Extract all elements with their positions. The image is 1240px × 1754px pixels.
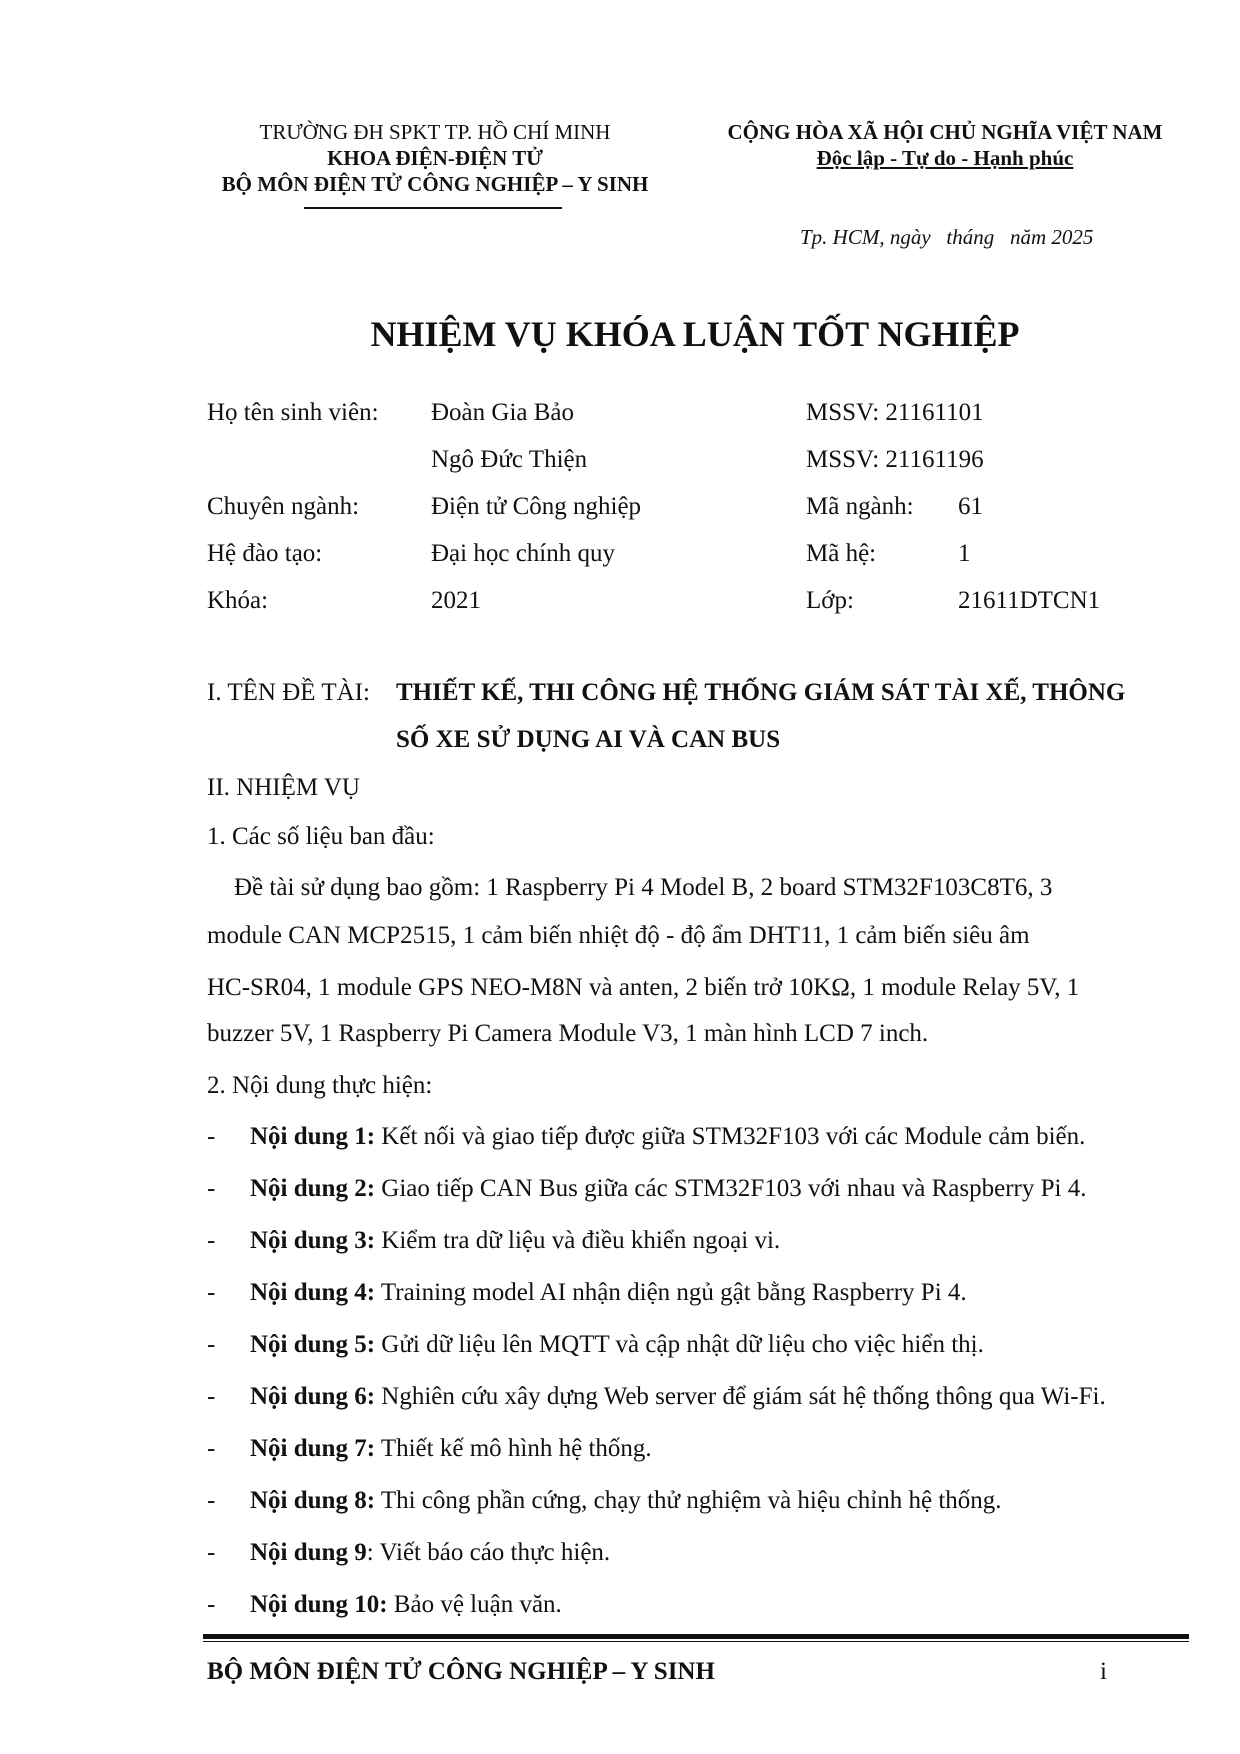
footer-rule <box>203 1634 1189 1639</box>
list-item: Nội dung 5: Gửi dữ liệu lên MQTT và cập nhật dữ liệu cho việc hiển thị. <box>250 1331 984 1358</box>
list-item: Nội dung 9: Viết báo cáo thực hiện. <box>250 1539 611 1566</box>
header-left-rule <box>304 207 562 209</box>
initial-data-heading: 1. Các số liệu ban đầu: <box>207 823 435 850</box>
student-name-2: Ngô Đức Thiện <box>431 446 588 473</box>
page-number: i <box>1100 1658 1107 1685</box>
major-label: Chuyên ngành: <box>207 493 360 520</box>
list-item: Nội dung 8: Thi công phần cứng, chạy thử nghiệm và hiệu chỉnh hệ thống. <box>250 1487 1002 1514</box>
list-item: - <box>207 1539 216 1566</box>
major-code-value: 61 <box>958 493 983 520</box>
header-right <box>690 119 1200 171</box>
date-line: Tp. HCM, ngày tháng năm 2025 <box>800 225 1094 249</box>
thesis-title-line-1: THIẾT KẾ, THI CÔNG HỆ THỐNG GIÁM SÁT TÀI XẾ, THÔNG <box>396 679 1126 706</box>
list-item: - <box>207 1175 216 1202</box>
student-id-2: MSSV: 21161196 <box>806 446 984 473</box>
list-item: - <box>207 1123 216 1150</box>
system-label: Hệ đào tạo: <box>207 540 323 567</box>
initial-data-line-1: Đề tài sử dụng bao gồm: 1 Raspberry Pi 4 Model B, 2 board STM32F103C8T6, 3 <box>234 874 1053 901</box>
page-title: NHIỆM VỤ KHÓA LUẬN TỐT NGHIỆP <box>370 314 1020 354</box>
footer-department: BỘ MÔN ĐIỆN TỬ CÔNG NGHIỆP – Y SINH <box>207 1658 715 1685</box>
list-item: - <box>207 1435 216 1462</box>
list-item: Nội dung 7: Thiết kế mô hình hệ thống. <box>250 1435 652 1462</box>
country-motto: Độc lập - Tự do - Hạnh phúc <box>816 146 1074 170</box>
list-item: Nội dung 2: Giao tiếp CAN Bus giữa các STM32F103 với nhau và Raspberry Pi 4. <box>250 1175 1087 1202</box>
footer-rule-thin <box>203 1641 1189 1642</box>
faculty-name: KHOA ĐIỆN-ĐIỆN TỬ <box>327 146 543 170</box>
system-value: Đại học chính quy <box>431 540 615 567</box>
class-value: 21611DTCN1 <box>958 587 1101 614</box>
list-item: - <box>207 1279 216 1306</box>
course-value: 2021 <box>431 587 481 614</box>
thesis-title-line-2: SỐ XE SỬ DỤNG AI VÀ CAN BUS <box>396 726 781 753</box>
section-2-label: II. NHIỆM VỤ <box>207 774 360 801</box>
list-item: Nội dung 3: Kiểm tra dữ liệu và điều khiển ngoại vi. <box>250 1227 781 1254</box>
major-value: Điện tử Công nghiệp <box>431 493 642 520</box>
initial-data-line-4: buzzer 5V, 1 Raspberry Pi Camera Module V3, 1 màn hình LCD 7 inch. <box>207 1020 929 1047</box>
system-code-label: Mã hệ: <box>806 540 877 567</box>
student-name-1: Đoàn Gia Bảo <box>431 399 575 426</box>
list-item: Nội dung 1: Kết nối và giao tiếp được giữa STM32F103 với các Module cảm biến. <box>250 1123 1086 1150</box>
department-name: BỘ MÔN ĐIỆN TỬ CÔNG NGHIỆP – Y SINH <box>221 172 649 196</box>
student-label: Họ tên sinh viên: <box>207 399 379 426</box>
tasks-heading: 2. Nội dung thực hiện: <box>207 1072 433 1099</box>
university-name: TRƯỜNG ĐH SPKT TP. HỒ CHÍ MINH <box>259 120 611 144</box>
list-item: - <box>207 1331 216 1358</box>
list-item: Nội dung 6: Nghiên cứu xây dựng Web server để giám sát hệ thống thông qua Wi-Fi. <box>250 1383 1106 1410</box>
initial-data-line-2: module CAN MCP2515, 1 cảm biến nhiệt độ - độ ẩm DHT11, 1 cảm biến siêu âm <box>207 922 1030 949</box>
course-label: Khóa: <box>207 587 269 614</box>
country-title: CỘNG HÒA XÃ HỘI CHỦ NGHĨA VIỆT NAM <box>727 120 1163 144</box>
list-item: - <box>207 1383 216 1410</box>
class-label: Lớp: <box>806 587 854 614</box>
initial-data-line-3: HC-SR04, 1 module GPS NEO-M8N và anten, 2 biến trở 10KΩ, 1 module Relay 5V, 1 <box>207 974 1080 1001</box>
system-code-value: 1 <box>958 540 971 567</box>
list-item: - <box>207 1591 216 1618</box>
major-code-label: Mã ngành: <box>806 493 914 520</box>
list-item: - <box>207 1487 216 1514</box>
header-left <box>200 119 670 197</box>
list-item: - <box>207 1227 216 1254</box>
student-id-1: MSSV: 21161101 <box>806 399 984 426</box>
list-item: Nội dung 4: Training model AI nhận diện ngủ gật bằng Raspberry Pi 4. <box>250 1279 967 1306</box>
section-1-label: I. TÊN ĐỀ TÀI: <box>207 679 370 706</box>
list-item: Nội dung 10: Bảo vệ luận văn. <box>250 1591 562 1618</box>
